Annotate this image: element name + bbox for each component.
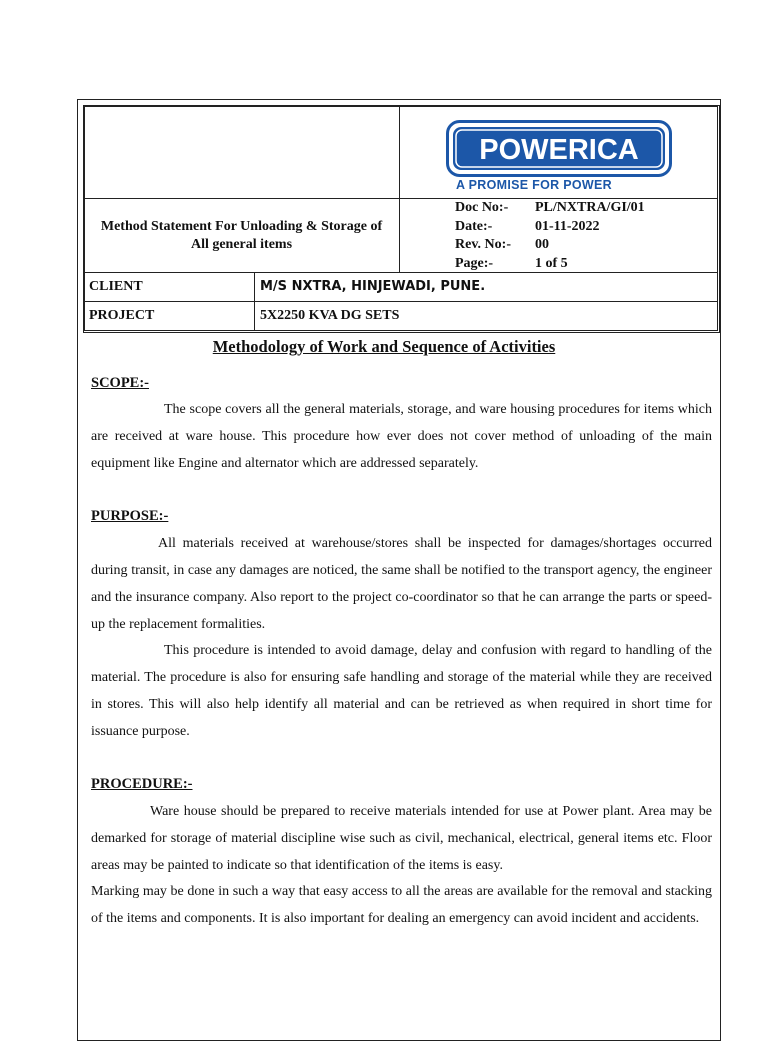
document-title: Method Statement For Unloading & Storage of All general items (100, 218, 383, 252)
client-value: M/S NXTRA, HINJEWADI, PUNE. (260, 279, 486, 294)
document-info (455, 199, 645, 273)
doc-no-label: Doc No:- (455, 200, 509, 215)
company-logo (400, 106, 717, 198)
date-label: Date:- (455, 218, 493, 234)
page-row (455, 255, 645, 274)
purpose-paragraph-2: This procedure is intended to avoid damage, delay and confusion with regard to handling of the material. The procedure is also for ensuring safe handling and storage of the material while they are received in stores. This will also help identify all material and can be retrieved as when required in short time for issuance purpose. (91, 643, 712, 739)
header-blank-cell (84, 106, 400, 199)
client-label: CLIENT (89, 279, 143, 294)
scope-heading: SCOPE:- (91, 375, 149, 391)
purpose-paragraph-1: All materials received at warehouse/stores shall be inspected for damages/shortages occurred during transit, in case any damages are noticed, the same shall be notified to the transport agency, the engineer and the insurance company. Also report to the project co-coordinator so that he can arrange the parts or speed-up the replacement formalities. (91, 536, 712, 632)
logo-wordmark: POWERICA (479, 134, 639, 166)
doc-no-value: PL/NXTRA/GI/01 (535, 200, 645, 215)
project-label: PROJECT (89, 308, 155, 323)
logo-tagline: A PROMISE FOR POWER (456, 178, 612, 192)
procedure-paragraph-1: Ware house should be prepared to receive materials intended for use at Power plant. Area may be demarked for storage of material discipline wise such as civil, mechanical, electrical, general items etc. Floor areas may be painted to indicate so that identification of the items is easy. (91, 804, 712, 873)
scope-paragraph: The scope covers all the general materials, storage, and ware housing procedures for items which are received at ware house. This procedure how ever does not cover method of unloading of the main equipment like Engine and alternator which are addressed separately. (91, 402, 712, 471)
page-value: 1 of 5 (535, 255, 568, 271)
methodology-title: Methodology of Work and Sequence of Activities (212, 337, 556, 356)
date-value: 01-11-2022 (535, 218, 600, 234)
rev-no-row (455, 236, 645, 255)
purpose-heading: PURPOSE:- (91, 508, 169, 524)
date-row (455, 218, 645, 237)
project-value: 5X2250 KVA DG SETS (260, 308, 400, 323)
procedure-paragraph-2: Marking may be done in such a way that easy access to all the areas are available for the removal and stacking of the items and components. It is also important for dealing an emergency can avoid incident and accidents. (91, 884, 712, 926)
doc-no-row (455, 199, 645, 218)
procedure-heading: PROCEDURE:- (91, 776, 193, 792)
rev-no-label: Rev. No:- (455, 237, 511, 252)
logo-mark (446, 120, 672, 177)
rev-no-value: 00 (535, 237, 549, 252)
page-label: Page:- (455, 255, 494, 271)
